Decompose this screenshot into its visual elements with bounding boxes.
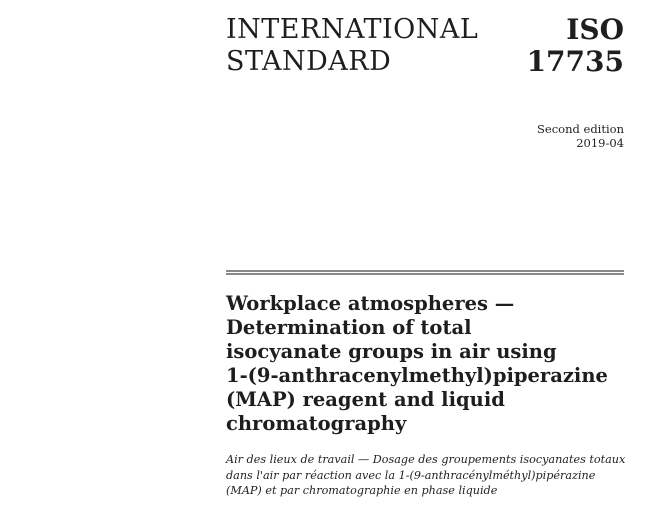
english-title-line: (MAP) reagent and liquid (226, 388, 505, 411)
edition-info (537, 122, 624, 150)
title-divider (226, 270, 624, 275)
english-title-line: chromatography (226, 412, 407, 435)
english-title-line: 1-(9-anthracenylmethyl)piperazine (226, 364, 608, 387)
french-title (226, 452, 626, 499)
french-title-line: Air des lieux de travail — Dosage des groupements isocyanates totaux (226, 453, 626, 466)
standard-org: ISO (566, 13, 624, 46)
standard-type-line-2: STANDARD (226, 46, 392, 77)
standard-type-line-1: INTERNATIONAL (226, 14, 479, 45)
english-title (226, 292, 626, 436)
english-title-line: isocyanate groups in air using (226, 340, 557, 363)
edition-label: Second edition (537, 122, 624, 136)
english-title-line: Determination of total (226, 316, 472, 339)
standard-identifier (527, 14, 624, 78)
standard-number: 17735 (526, 45, 624, 78)
french-title-line: (MAP) et par chromatographie en phase liquide (226, 484, 498, 497)
english-title-line: Workplace atmospheres — (226, 292, 515, 315)
edition-date: 2019-04 (576, 136, 624, 150)
standard-type (226, 14, 478, 78)
french-title-line: dans l'air par réaction avec la 1-(9-anthracénylméthyl)pipérazine (226, 468, 596, 482)
